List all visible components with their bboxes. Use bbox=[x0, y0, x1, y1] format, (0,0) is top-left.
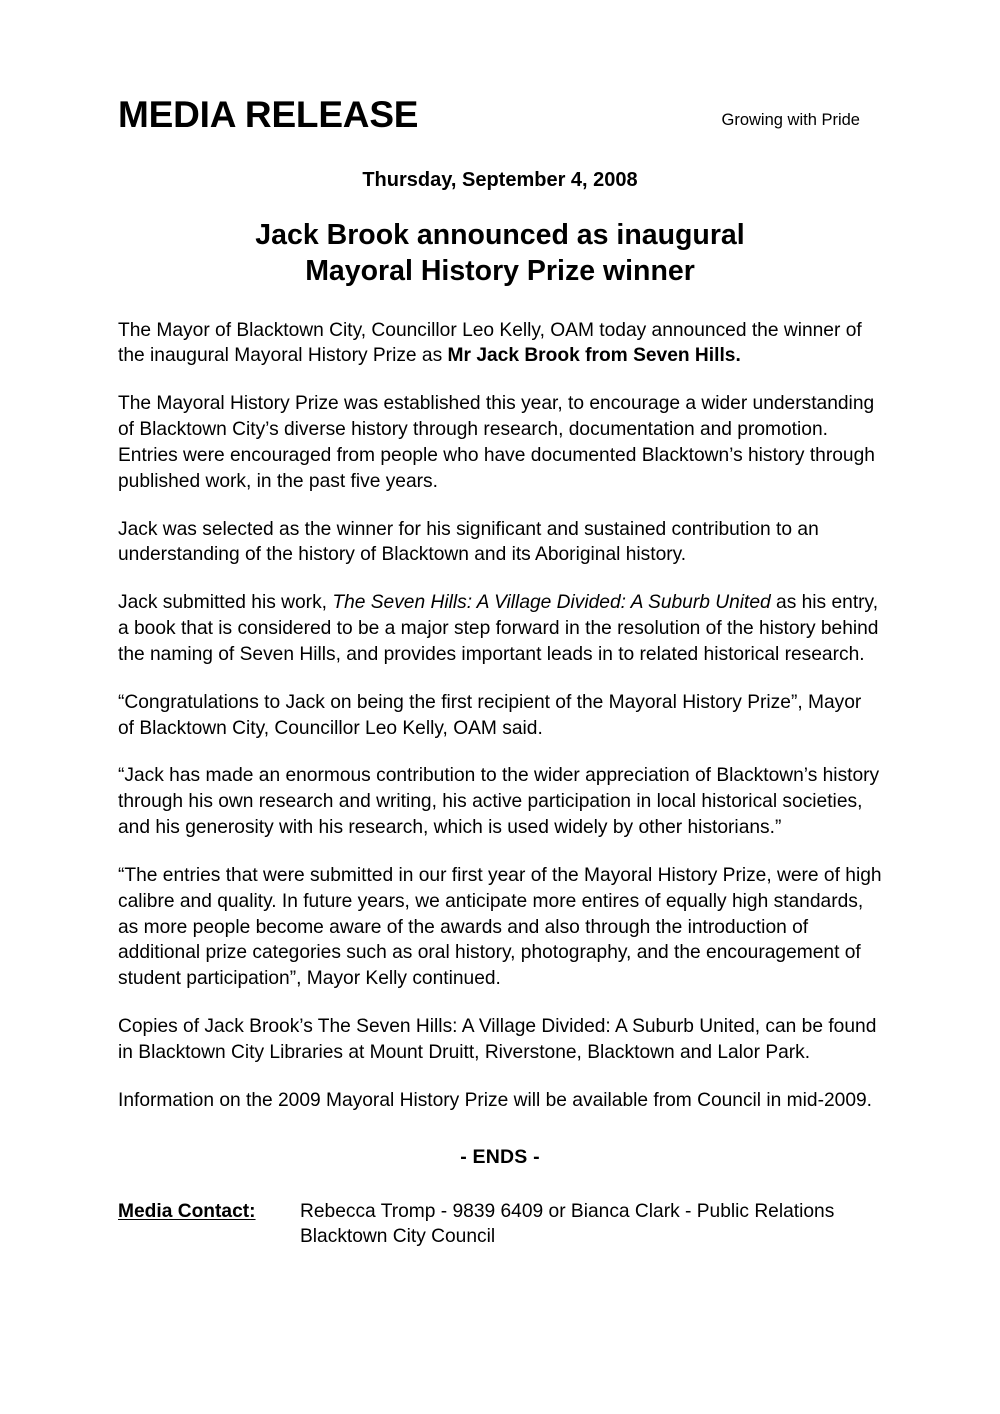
body-paragraph bbox=[118, 590, 882, 667]
body-paragraph bbox=[118, 690, 882, 742]
page-title: MEDIA RELEASE bbox=[118, 94, 419, 135]
media-contact-line-1: Rebecca Tromp - 9839 6409 or Bianca Clark - Public Relations bbox=[300, 1200, 835, 1222]
text-run: The Mayor of Blacktown City, Councillor Leo Kelly, OAM today announced the winner of the inaugural Mayoral History Prize as bbox=[118, 319, 862, 367]
headline-line-1: Jack Brook announced as inaugural bbox=[255, 218, 745, 251]
body-paragraph bbox=[118, 1088, 882, 1114]
text-run: The Mayoral History Prize was established this year, to encourage a wider understanding of Blacktown City’s diverse history through research, documentation and promotion. Entries were encouraged from people who have documented Blacktown’s history through published work, in the past five years. bbox=[118, 393, 875, 492]
body-paragraph bbox=[118, 318, 882, 370]
headline-line-2: Mayoral History Prize winner bbox=[305, 254, 695, 287]
text-run: Jack was selected as the winner for his significant and sustained contribution to an understanding of the history of Blacktown and its Aboriginal history. bbox=[118, 518, 819, 566]
body-paragraph bbox=[118, 1014, 882, 1066]
body-copy bbox=[118, 318, 882, 1114]
media-contact-line-2: Blacktown City Council bbox=[300, 1226, 496, 1248]
media-contact-details bbox=[300, 1199, 882, 1251]
body-paragraph bbox=[118, 863, 882, 992]
organisation-tagline: Growing with Pride bbox=[721, 111, 860, 129]
body-paragraph bbox=[118, 763, 882, 840]
document-content bbox=[118, 96, 882, 1250]
ends-marker: - ENDS - bbox=[460, 1145, 540, 1168]
text-run: “The entries that were submitted in our first year of the Mayoral History Prize, were of high calibre and quality. In future years, we anticipate more entires of equally high standards, as more people become aware of the awards and also through the introduction of additional prize categories such as oral history, photography, and the encouragement of student participation”, Mayor Kelly continued. bbox=[118, 864, 882, 990]
headline bbox=[118, 218, 882, 290]
text-run: “Jack has made an enormous contribution to the wider appreciation of Blacktown’s history through his own research and writing, his active participation in local historical societies, and his generosity with his research, which is used widely by other historians.” bbox=[118, 765, 880, 839]
release-date: Thursday, September 4, 2008 bbox=[362, 168, 638, 191]
body-paragraph bbox=[118, 391, 882, 494]
text-run: Information on the 2009 Mayoral History Prize will be available from Council in mid-2009. bbox=[118, 1089, 872, 1111]
emphasis-italic: The Seven Hills: A Village Divided: A Suburb United bbox=[332, 592, 771, 614]
media-contact-label: Media Contact: bbox=[118, 1200, 256, 1222]
text-run: Copies of Jack Brook’s The Seven Hills: A Village Divided: A Suburb United, can be found in Blacktown City Libraries at Mount Druitt, Riverstone, Blacktown and Lalor Park. bbox=[118, 1016, 877, 1063]
body-paragraph bbox=[118, 517, 882, 569]
text-run: Jack submitted his work, bbox=[118, 592, 333, 614]
media-contact-block bbox=[118, 1199, 882, 1251]
text-run: as his entry, a book that is considered to be a major step forward in the resolution of the history behind the naming of Seven Hills, and provides important leads in to related historical research. bbox=[118, 592, 879, 665]
emphasis-bold: Mr Jack Brook from Seven Hills. bbox=[447, 345, 741, 367]
masthead bbox=[118, 96, 882, 135]
text-run: “Congratulations to Jack on being the first recipient of the Mayoral History Prize”, Mayor of Blacktown City, Councillor Leo Kelly, OAM said. bbox=[118, 691, 862, 739]
